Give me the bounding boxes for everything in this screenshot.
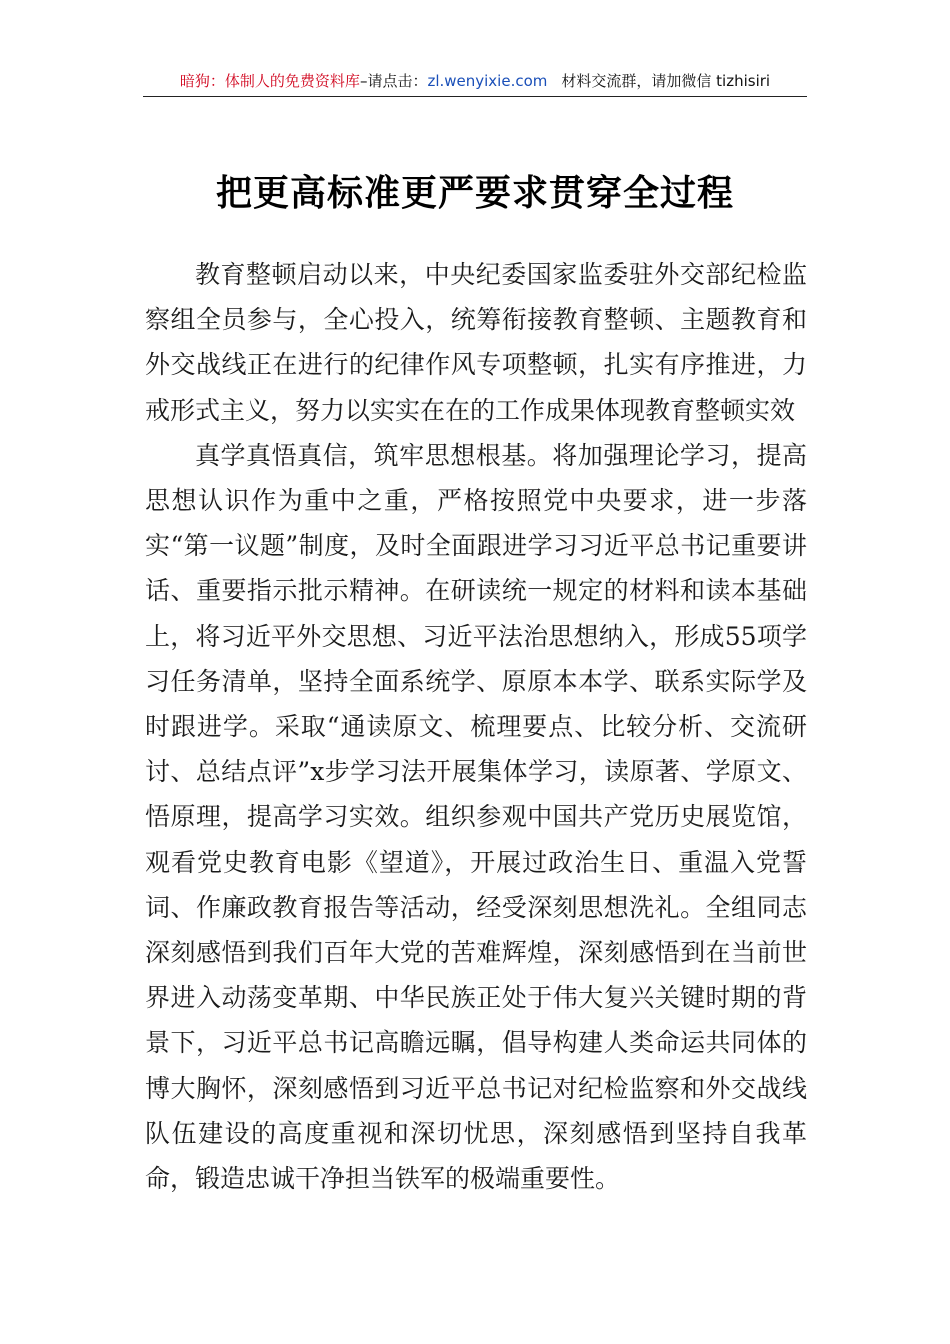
header-prompt: –请点击： [359,72,428,90]
paragraph-intro: 教育整顿启动以来，中央纪委国家监委驻外交部纪检监察组全员参与，全心投入，统筹衔接教育整顿、主题教育和外交战线正在进行的纪律作风专项整顿，扎实有序推进，力戒形式主义，努力以实实在在的工作成果体现教育整顿实效 [145,260,807,425]
document-body [145,252,807,1201]
paragraph-study: 真学真悟真信，筑牢思想根基。将加强理论学习，提高思想认识作为重中之重，严格按照党中央要求，进一步落实“第一议题”制度，及时全面跟进学习习近平总书记重要讲话、重要指示批示精神。在研读统一规定的材料和读本基础上，将习近平外交思想、习近平法治思想纳入，形成55项学习任务清单，坚持全面系统学、原原本本学、联系实际学及时跟进学。采取“通读原文、梳理要点、比较分析、交流研讨、总结点评”x步学习法开展集体学习，读原著、学原文、悟原理，提高学习实效。组织参观中国共产党历史展览馆，观看党史教育电影《望道》，开展过政治生日、重温入党誓词、作廉政教育报告等活动，经受深刻思想洗礼。全组同志深刻感悟到我们百年大党的苦难辉煌，深刻感悟到在当前世界进入动荡变革期、中华民族正处于伟大复兴关键时期的背景下，习近平总书记高瞻远瞩，倡导构建人类命运共同体的博大胸怀，深刻感悟到习近平总书记对纪检监察和外交战线队伍建设的高度重视和深切忧思，深刻感悟到坚持自我革命，锻造忠诚干净担当铁军的极端重要性。 [145,440,807,1194]
site-header [143,70,807,97]
header-brand: 暗狗：体制人的免费资料库 [179,72,360,90]
page-title: 把更高标准更严要求贯穿全过程 [215,172,734,214]
header-contact: 材料交流群，请加微信 tizhisiri [561,72,771,90]
header-link[interactable]: zl.wenyixie.com [427,72,548,90]
